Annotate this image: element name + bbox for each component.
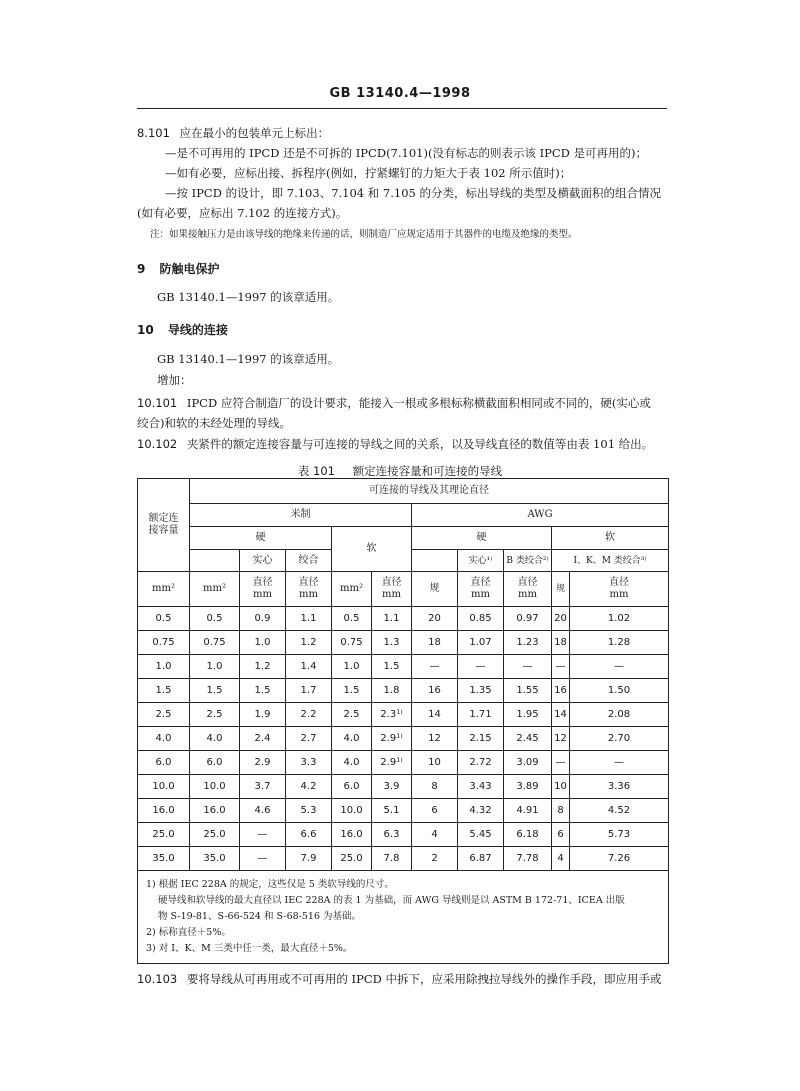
table-cell: 1.3: [372, 631, 412, 655]
table-cell: 1.0: [190, 655, 240, 679]
table-cell: 4.2: [286, 775, 332, 799]
standard-code-header: GB 13140.4—1998: [329, 86, 471, 101]
clause-number: 10.103: [137, 972, 178, 986]
table-cell: 2.45: [504, 727, 552, 751]
table-cell: 6.0: [332, 775, 372, 799]
table-cell: 3.9: [372, 775, 412, 799]
table-cell: 1.95: [504, 703, 552, 727]
table-row: [138, 631, 669, 655]
table-cell: 1.71: [458, 703, 504, 727]
table-cell: 0.5: [332, 607, 372, 631]
table-cell: 5.73: [570, 823, 669, 847]
table-cell: —: [570, 751, 669, 775]
table-cell: 4: [552, 847, 570, 871]
header-awg-solid: 实心¹⁾: [458, 550, 504, 572]
table-row: [138, 775, 669, 799]
table-cell: 6.0: [190, 751, 240, 775]
table-cell: 1.2: [286, 631, 332, 655]
section-number: 10: [137, 323, 154, 337]
clause-10-101: [137, 396, 651, 410]
table-cell: 3.36: [570, 775, 669, 799]
table-footnotes-row: [138, 871, 669, 964]
table-cell: 1.07: [458, 631, 504, 655]
table-cell: 1.8: [372, 679, 412, 703]
table-cell: 14: [412, 703, 458, 727]
header-rated-capacity: 额定连接容量: [138, 479, 190, 572]
table-cell: 3.09: [504, 751, 552, 775]
table-cell: 35.0: [138, 847, 190, 871]
table-cell: 4.0: [332, 751, 372, 775]
unit-mm2: mm²: [138, 572, 190, 607]
table-cell: 4.0: [332, 727, 372, 751]
clause-number: 10.101: [137, 396, 178, 410]
table-cell: 1.23: [504, 631, 552, 655]
section-10-text: GB 13140.1—1997 的该章适用。: [157, 352, 340, 366]
table-cell: 16.0: [332, 823, 372, 847]
table-cell: 7.8: [372, 847, 412, 871]
table-cell: 10: [412, 751, 458, 775]
table-cell: 3.43: [458, 775, 504, 799]
table-cell: 4.91: [504, 799, 552, 823]
table-cell: 2.9¹⁾: [372, 751, 412, 775]
clause-text: 要将导线从可再用或不可再用的 IPCD 中拆下，应采用除拽拉导线外的操作手段，即应用手或: [186, 972, 662, 986]
table-cell: 5.45: [458, 823, 504, 847]
header-empty: [412, 550, 458, 572]
table-cell: 10.0: [332, 799, 372, 823]
table-cell: 25.0: [138, 823, 190, 847]
table-row: [138, 703, 669, 727]
table-cell: 3.3: [286, 751, 332, 775]
table-cell: 2.72: [458, 751, 504, 775]
added-label: 增加：: [157, 373, 192, 387]
table-number: 表 101: [297, 464, 335, 478]
header-awg-rigid: 硬: [412, 527, 552, 550]
table-cell: 16.0: [138, 799, 190, 823]
section-title: 防触电保护: [159, 262, 220, 276]
header-solid: 实心: [240, 550, 286, 572]
table-cell: 2.9¹⁾: [372, 727, 412, 751]
table-cell: 2.5: [190, 703, 240, 727]
table-cell: 20: [412, 607, 458, 631]
table-row: [138, 727, 669, 751]
table-caption: [0, 463, 800, 479]
table-cell: 1.1: [286, 607, 332, 631]
clause-note: 注：如果接触压力是由该导线的绝缘来传递的话，则制造厂应规定适用于其器件的电缆及绝缘的类型。: [150, 229, 578, 240]
table-cell: —: [552, 655, 570, 679]
table-cell: 6.18: [504, 823, 552, 847]
table-cell: 0.75: [332, 631, 372, 655]
header-awg-flexible: 软: [552, 527, 669, 550]
clause-number: 10.102: [137, 437, 178, 451]
table-row: [138, 823, 669, 847]
table-cell: 1.5: [190, 679, 240, 703]
table-cell: 5.3: [286, 799, 332, 823]
table-cell: 10: [552, 775, 570, 799]
table-cell: 4.6: [240, 799, 286, 823]
table-footnote: 3) 对 I、K、M 三类中任一类，最大直径＋5%。: [146, 943, 353, 954]
table-cell: 2.3¹⁾: [372, 703, 412, 727]
table-cell: 1.5: [240, 679, 286, 703]
clause-text: IPCD 应符合制造厂的设计要求，能接入一根或多根标称横截面积相同或不同的，硬(实心或: [186, 396, 651, 410]
table-cell: 12: [552, 727, 570, 751]
table-cell: 2.5: [138, 703, 190, 727]
table-cell: 18: [412, 631, 458, 655]
table-cell: 1.4: [286, 655, 332, 679]
table-footnotes: [138, 871, 669, 964]
table-cell: 1.55: [504, 679, 552, 703]
list-item: —如有必要，应标出接、拆程序(例如，拧紧螺钉的力矩大于表 102 所示值时)；: [165, 166, 572, 180]
unit-diameter: 直径 mm: [372, 572, 412, 607]
clause-text: 应在最小的包装单元上标出：: [179, 126, 330, 140]
table-cell: 0.97: [504, 607, 552, 631]
table-cell: 35.0: [190, 847, 240, 871]
section-title: 导线的连接: [167, 323, 228, 337]
table-cell: 2.7: [286, 727, 332, 751]
unit-gauge: 规: [412, 572, 458, 607]
conductor-table: [137, 478, 669, 964]
table-cell: 25.0: [332, 847, 372, 871]
unit-mm2: mm²: [190, 572, 240, 607]
table-cell: —: [504, 655, 552, 679]
table-cell: 1.7: [286, 679, 332, 703]
table-cell: 2.2: [286, 703, 332, 727]
table-cell: 7.26: [570, 847, 669, 871]
header-awg: AWG: [412, 504, 669, 527]
table-cell: 1.35: [458, 679, 504, 703]
table-cell: 16: [552, 679, 570, 703]
unit-mm2: mm²: [332, 572, 372, 607]
table-cell: 2.9: [240, 751, 286, 775]
table-cell: 1.0: [332, 655, 372, 679]
table-cell: —: [240, 847, 286, 871]
table-cell: 7.9: [286, 847, 332, 871]
table-cell: 6: [552, 823, 570, 847]
table-cell: —: [240, 823, 286, 847]
list-item: —按 IPCD 的设计，即 7.103、7.104 和 7.105 的分类，标出导线的类型及横截面积的组合情况: [165, 186, 661, 200]
table-cell: 1.5: [372, 655, 412, 679]
unit-diameter: 直径 mm: [458, 572, 504, 607]
list-continuation: (如有必要，应标出 7.102 的连接方式)。: [137, 206, 348, 220]
table-cell: 16.0: [190, 799, 240, 823]
table-101: [137, 478, 668, 964]
table-cell: 6: [412, 799, 458, 823]
clause-number: 8.101: [137, 126, 170, 140]
header-metric-flexible: 软: [332, 527, 412, 572]
table-cell: 10.0: [138, 775, 190, 799]
clause-10-102: [137, 437, 653, 451]
table-cell: 0.85: [458, 607, 504, 631]
table-cell: —: [570, 655, 669, 679]
table-cell: —: [412, 655, 458, 679]
table-cell: 3.7: [240, 775, 286, 799]
table-cell: 18: [552, 631, 570, 655]
table-cell: 20: [552, 607, 570, 631]
table-cell: 1.28: [570, 631, 669, 655]
header-connectable: 可连接的导线及其理论直径: [190, 479, 669, 504]
clause-text: 夹紧件的额定连接容量与可连接的导线之间的关系，以及导线直径的数值等由表 101 给出。: [186, 437, 654, 451]
table-cell: —: [458, 655, 504, 679]
table-cell: 10.0: [190, 775, 240, 799]
table-title: 额定连接容量和可连接的导线: [352, 464, 503, 478]
section-9-text: GB 13140.1—1997 的该章适用。: [157, 290, 340, 304]
table-cell: 7.78: [504, 847, 552, 871]
table-cell: 4.0: [190, 727, 240, 751]
table-cell: 5.1: [372, 799, 412, 823]
header-metric-rigid: 硬: [190, 527, 332, 550]
table-cell: 6.0: [138, 751, 190, 775]
table-row: [138, 655, 669, 679]
header-awg-class-ikm: I、K、M 类绞合³⁾: [552, 550, 669, 572]
table-cell: 1.0: [138, 655, 190, 679]
clause-10-103: [137, 972, 662, 986]
header-stranded: 绞合: [286, 550, 332, 572]
section-number: 9: [137, 262, 146, 276]
table-footnote: 物 S-19-81、S-66-524 和 S-68-516 为基础。: [158, 911, 362, 922]
table-cell: 0.75: [138, 631, 190, 655]
table-cell: 2.70: [570, 727, 669, 751]
section-heading-10: [137, 323, 228, 337]
table-cell: 6.6: [286, 823, 332, 847]
table-cell: —: [552, 751, 570, 775]
table-cell: 4.0: [138, 727, 190, 751]
table-row: [138, 799, 669, 823]
table-row: [138, 679, 669, 703]
table-cell: 2.5: [332, 703, 372, 727]
table-row: [138, 847, 669, 871]
header-metric: 米制: [190, 504, 412, 527]
unit-diameter: 直径 mm: [504, 572, 552, 607]
unit-diameter: 直径 mm: [286, 572, 332, 607]
table-cell: 8: [552, 799, 570, 823]
header-rule: [137, 108, 667, 109]
clause-8-101: [137, 126, 329, 140]
table-cell: 6.3: [372, 823, 412, 847]
table-cell: 4.52: [570, 799, 669, 823]
table-cell: 2.4: [240, 727, 286, 751]
table-cell: 0.5: [138, 607, 190, 631]
table-cell: 1.9: [240, 703, 286, 727]
table-cell: 1.5: [332, 679, 372, 703]
table-footnote: 2) 标称直径＋5%。: [146, 927, 231, 938]
table-footnote: 硬导线和软导线的最大直径以 IEC 228A 的表 1 为基础，而 AWG 导线则是以 ASTM B 172-71、ICEA 出版: [158, 895, 625, 906]
table-cell: 2: [412, 847, 458, 871]
table-cell: 4: [412, 823, 458, 847]
table-cell: 2.08: [570, 703, 669, 727]
table-cell: 0.9: [240, 607, 286, 631]
table-cell: 1.50: [570, 679, 669, 703]
table-cell: 1.02: [570, 607, 669, 631]
table-cell: 2.15: [458, 727, 504, 751]
table-footnote: 1) 根据 IEC 228A 的规定，这些仅是 5 类软导线的尺寸。: [146, 879, 394, 890]
table-row: [138, 751, 669, 775]
table-row: [138, 607, 669, 631]
table-cell: 1.5: [138, 679, 190, 703]
table-cell: 0.5: [190, 607, 240, 631]
table-cell: 1.0: [240, 631, 286, 655]
table-cell: 12: [412, 727, 458, 751]
table-cell: 14: [552, 703, 570, 727]
table-cell: 4.32: [458, 799, 504, 823]
table-cell: 0.75: [190, 631, 240, 655]
table-cell: 16: [412, 679, 458, 703]
list-item: —是不可再用的 IPCD 还是不可拆的 IPCD(7.101)(没有标志的则表示该 IPCD 是可再用的)；: [165, 146, 648, 160]
unit-diameter: 直径 mm: [570, 572, 669, 607]
clause-10-101-continued: 绞合)和软的未经处理的导线。: [137, 416, 291, 430]
header-empty: [190, 550, 240, 572]
table-cell: 8: [412, 775, 458, 799]
table-cell: 3.89: [504, 775, 552, 799]
unit-diameter: 直径 mm: [240, 572, 286, 607]
header-awg-class-b: B 类绞合²⁾: [504, 550, 552, 572]
unit-gauge: 规: [552, 572, 570, 607]
table-cell: 1.2: [240, 655, 286, 679]
table-cell: 1.1: [372, 607, 412, 631]
table-cell: 6.87: [458, 847, 504, 871]
section-heading-9: [137, 262, 220, 276]
table-cell: 25.0: [190, 823, 240, 847]
